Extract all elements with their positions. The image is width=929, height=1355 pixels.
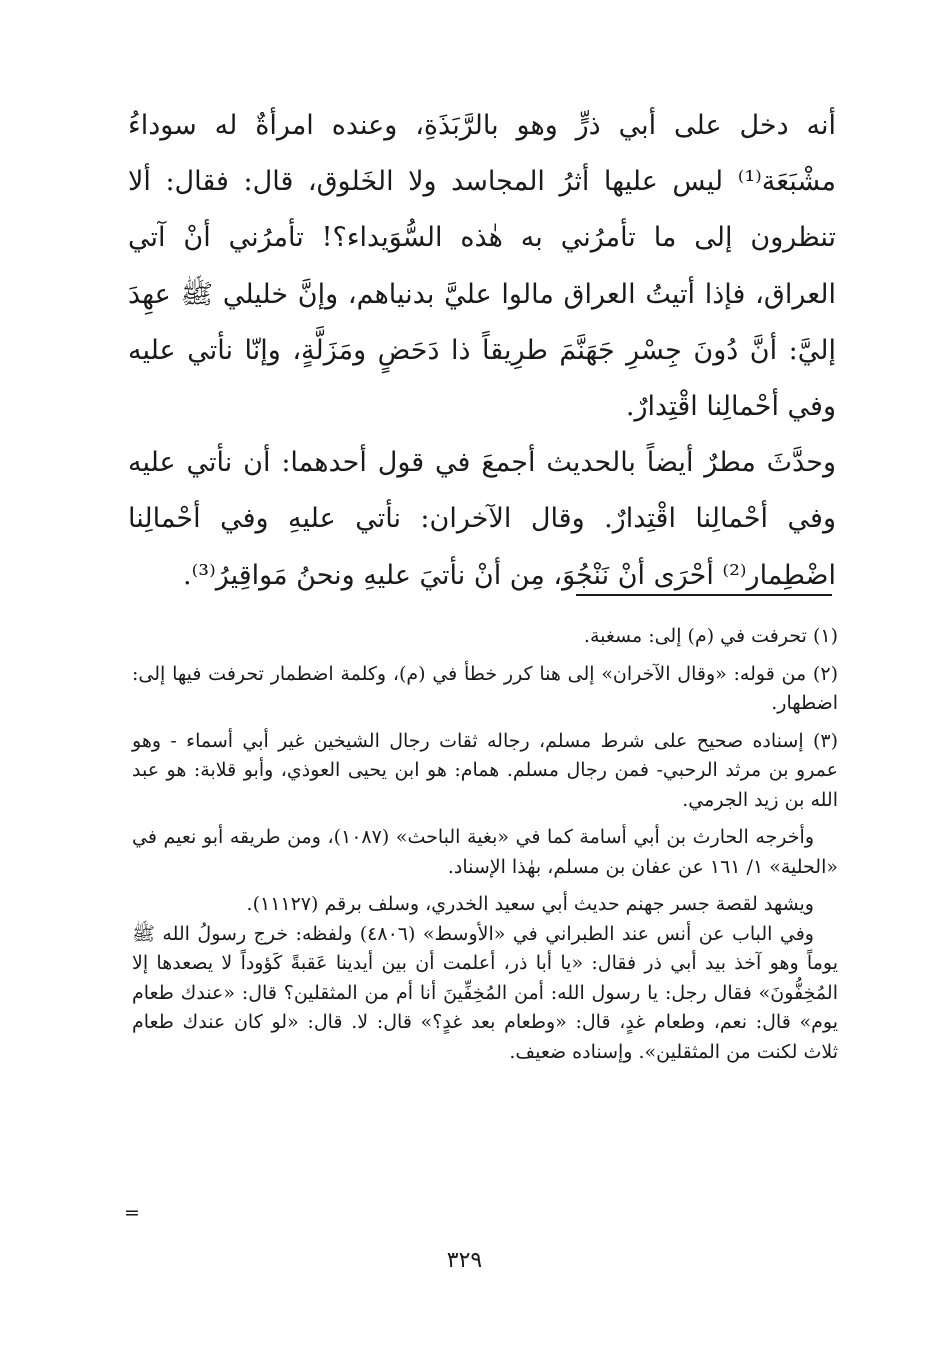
footnote-3-paragraph: ويشهد لقصة جسر جهنم حديث أبي سعيد الخدري، وسلف برقم (١١١٢٧). bbox=[246, 893, 814, 915]
main-paragraph: وحدَّثَ مطرٌ أيضاً بالحديث أجمعَ في قول أحدهما: أن نأتي عليه وفي أحْمالِنا اقْتِدارٌ. وقال الآخران: نأتي عليهِ وفي أحْمالِنا اضْطِمار⁽²⁾ أحْرَى أنْ نَنْجُوَ، مِن أنْ نأتيَ عليهِ ونحنُ مَواقِيرُ⁽³⁾. bbox=[128, 447, 836, 591]
footnotes bbox=[132, 622, 838, 1067]
footnote-2: (٢) من قوله: «وقال الآخران» إلى هنا كرر خطأ في (م)، وكلمة اضطمار تحرفت فيها إلى: اضطهار. bbox=[132, 662, 838, 714]
footnote-1: (١) تحرفت في (م) إلى: مسغبة. bbox=[583, 625, 838, 647]
footnote-separator bbox=[576, 594, 832, 596]
footnote-3-paragraph: وفي الباب عن أنس عند الطبراني في «الأوسط» (٤٨٠٦) ولفظه: خرج رسولُ الله ﷺ يوماً وهو آخذ بيد أبي ذر فقال: «يا أبا ذر، أعلمت أن بين أيدينا عَقبةً كَؤوداً لا يصعدها إلا المُخِفُّونَ» فقال رجل: يا رسول الله: أمن المُخِفِّينَ أنا أم من المثقلين؟ قال: «عندك طعام يوم» قال: نعم، وطعام غدٍ، قال: «وطعام بعد غدٍ؟» قال: لا. قال: «لو كان عندك طعام ثلاث لكنت من المثقلين». وإسناده ضعيف. bbox=[132, 922, 838, 1063]
continuation-mark: = bbox=[124, 1202, 140, 1224]
main-paragraph: أنه دخل على أبي ذرٍّ وهو بالرَّبَذَةِ، وعنده امرأةٌ له سوداءُ مشْبَعَة⁽¹⁾ ليس عليها أثرُ المجاسد ولا الخَلوق، قال: فقال: ألا تنظرون إلى ما تأمرُني به هٰذه السُّوَيداء؟! تأمرُني أنْ آتي العراق، فإذا أتيتُ العراق مالوا عليَّ بدنياهم، وإنَّ خليلي ﷺ عهِدَ إليَّ: أنَّ دُونَ جِسْرِ جَهَنَّمَ طرِيقاً ذا دَحَضٍ ومَزَلَّةٍ، وإنّا نأتي عليه وفي أحْمالِنا اقْتِدارٌ. bbox=[128, 110, 836, 423]
page-number: ٣٢٩ bbox=[446, 1248, 483, 1273]
footnote-3: (٣) إسناده صحيح على شرط مسلم، رجاله ثقات رجال الشيخين غير أبي أسماء - وهو عمرو بن مرثد الرحبي- فمن رجال مسلم. همام: هو ابن يحيى العوذي، وأبو قلابة: هو عبد الله بن زيد الجرمي. bbox=[132, 729, 838, 811]
footnote-3-paragraph: وأخرجه الحارث بن أبي أسامة كما في «بغية الباحث» (١٠٨٧)، ومن طريقه أبو نعيم في «الحلية» ١/ ١٦١ عن عفان بن مسلم، بهٰذا الإسناد. bbox=[132, 826, 838, 878]
main-text bbox=[128, 98, 836, 604]
